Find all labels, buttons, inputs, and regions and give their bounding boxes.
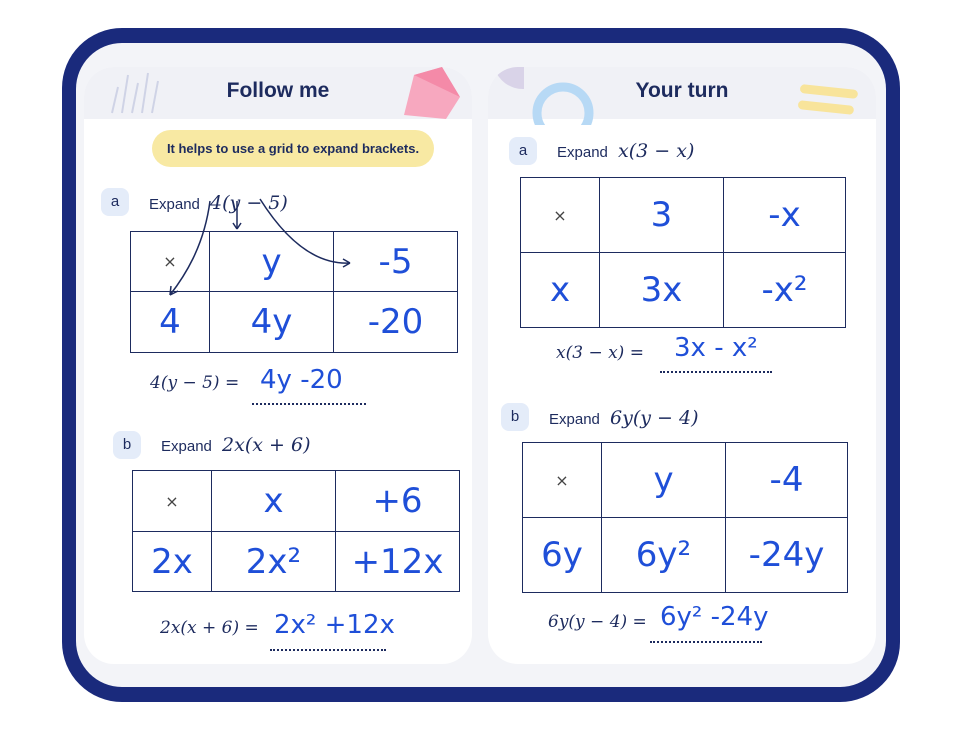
question-b-grid [132, 470, 460, 592]
grid-col2: -5 [334, 232, 458, 292]
panel-title: Your turn [635, 79, 729, 102]
question-b-grid [522, 442, 848, 593]
grid-row1: 2x [133, 532, 212, 592]
times-symbol: × [523, 443, 602, 518]
expand-label: Expand [149, 196, 200, 213]
question-a-badge: a [509, 137, 537, 165]
question-a-answer: 3x - x² [674, 333, 758, 363]
grid-col1: y [602, 443, 726, 518]
answer-line [252, 403, 366, 405]
question-a-result-label: x(3 − x) = [556, 343, 644, 363]
question-a-expression: x(3 − x) [618, 140, 695, 162]
question-a-label [557, 140, 694, 162]
grid-row1: x [521, 253, 600, 328]
grid-cell12: -24y [726, 518, 848, 593]
grid-cell11: 3x [600, 253, 724, 328]
question-b-answer: 2x² +12x [274, 610, 395, 640]
grid-cell11: 4y [210, 292, 334, 353]
grid-cell11: 6y² [602, 518, 726, 593]
question-a-badge: a [101, 188, 129, 216]
hint-banner: It helps to use a grid to expand brackets. [152, 130, 434, 167]
question-b-expression: 6y(y − 4) [610, 407, 699, 429]
question-a-grid [130, 231, 458, 353]
grid-col1: x [212, 471, 336, 532]
times-symbol: × [131, 232, 210, 292]
question-b-badge: b [113, 431, 141, 459]
grid-row1: 6y [523, 518, 602, 593]
grid-col2: -4 [726, 443, 848, 518]
question-b-answer: 6y² -24y [660, 602, 769, 632]
expand-label: Expand [161, 438, 212, 455]
answer-line [660, 371, 772, 373]
grid-col2: -x [724, 178, 846, 253]
grid-cell12: -20 [334, 292, 458, 353]
grid-col2: +6 [336, 471, 460, 532]
question-b-result-label: 2x(x + 6) = [160, 618, 259, 638]
grid-cell12: -x² [724, 253, 846, 328]
follow-me-panel [84, 67, 472, 664]
your-turn-panel [488, 67, 876, 664]
worksheet-screen [76, 43, 886, 687]
question-b-expression: 2x(x + 6) [222, 434, 311, 456]
question-b-result-label: 6y(y − 4) = [548, 612, 647, 632]
expand-label: Expand [557, 144, 608, 161]
expand-label: Expand [549, 411, 600, 428]
grid-col1: y [210, 232, 334, 292]
question-b-label [549, 407, 699, 429]
grid-cell12: +12x [336, 532, 460, 592]
times-symbol: × [133, 471, 212, 532]
panel-title: Follow me [226, 79, 330, 102]
question-a-label [149, 192, 288, 214]
question-a-expression: 4(y − 5) [210, 192, 288, 214]
grid-row1: 4 [131, 292, 210, 353]
answer-line [650, 641, 762, 643]
times-symbol: × [521, 178, 600, 253]
question-a-grid [520, 177, 846, 328]
question-a-answer: 4y -20 [260, 365, 343, 395]
question-a-result-label: 4(y − 5) = [150, 373, 240, 393]
answer-line [270, 649, 386, 651]
question-b-label [161, 434, 310, 456]
grid-cell11: 2x² [212, 532, 336, 592]
grid-col1: 3 [600, 178, 724, 253]
question-b-badge: b [501, 403, 529, 431]
